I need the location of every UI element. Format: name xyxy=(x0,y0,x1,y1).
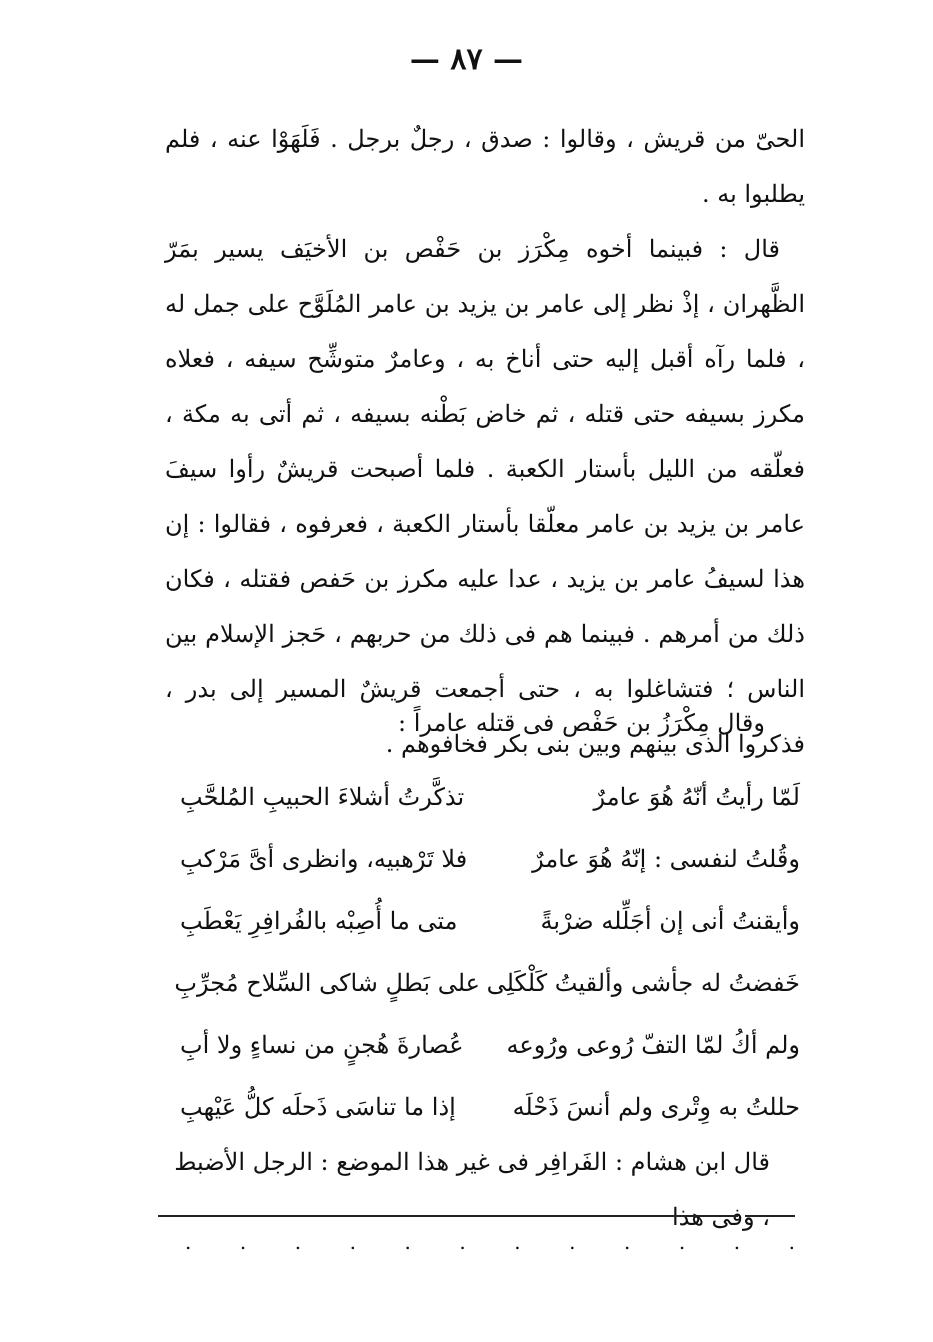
footer-dot: . xyxy=(733,1230,741,1254)
footer-dot: . xyxy=(185,1230,192,1254)
verse-first-hemistich: حللتُ به وِتْرى ولم أنسَ ذَحْلَه xyxy=(512,1093,800,1121)
paragraph-main: قال : فبينما أخوه مِكْرَز بن حَفْص بن الأخيَف يسير بمَرّ الظَّهران ، إذْ نظر إلى عامر بن يزيد بن عامر المُلَوَّح على جمل له ، فلما رآه أقبل إليه حتى أناخ به ، وعامرٌ متوشِّح سيفه ، فعلاه مكرز بسيفه حتى قتله ، ثم خاض بَطْنه بسيفه ، ثم أتى به مكة ، فعلّقه من الليل بأستار الكعبة . فلما أصبحت قريشٌ رأوا سيفَ عامر بن يزيد بن عامر معلّقا بأستار الكعبة ، فعرفوه ، فقالوا : إن هذا لسيفُ عامر بن يزيد ، عدا عليه مكرز بن حَفص فقتله ، فكان ذلك من أمرهم . فبينما هم فى ذلك من حربهم ، حَجز الإسلام بين الناس ؛ فتشاغلوا به ، حتى أجمعت قريشٌ المسير إلى بدر ، فذكروا الذى بينهم وبين بنى بكر فخافوهم . xyxy=(165,235,805,758)
poem-verse xyxy=(180,1014,800,1076)
verse-second-hemistich: متى ما أُصِبْه بالفُرافِرِ يَعْطَبِ xyxy=(180,907,458,935)
verse-first-hemistich: وقُلتُ لنفسى : إنّهُ هُوَ عامرٌ xyxy=(532,845,800,873)
page-number: — ٨٧ — xyxy=(409,42,524,77)
verse-first-hemistich: وأيقنتُ أنى إن أجَلِّله ضرْبةً xyxy=(540,907,800,935)
verse-first-hemistich: لَمّا رأيتُ أنّهُ هُوَ عامرٌ xyxy=(593,783,800,811)
footnote-divider-short xyxy=(745,1215,795,1217)
verse-second-hemistich: إذا ما تناسَى ذَحلَه كلُّ عَيْهبِ xyxy=(180,1093,456,1121)
verse-second-hemistich: فلا تَرْهبيه، وانظرى أىَّ مَرْكبِ xyxy=(180,845,468,873)
footer-dot: . xyxy=(514,1230,521,1254)
poem-verse xyxy=(180,890,800,952)
footer-dot: . xyxy=(349,1230,356,1254)
closing-line: قال ابن هشام : الفَرافِر فى غير هذا الموضع : الرجل الأضبط ، وفى هذا xyxy=(174,1148,770,1231)
poem xyxy=(174,766,800,1138)
paragraph-continuation: الحىّ من قريش ، وقالوا : صدق ، رجلٌ برجل . فَلَهَوْا عنه ، فلم يطلبوا به . xyxy=(165,125,805,208)
footer-dot: . xyxy=(624,1230,631,1254)
footer-dot: . xyxy=(788,1230,795,1254)
verse-second-hemistich: تذكَّرتُ أشلاءَ الحبيبِ المُلحَّبِ xyxy=(180,783,465,811)
verse-first-hemistich: خَفضتُ له جأشى وألقيتُ كَلْكَلِى xyxy=(486,969,800,997)
verse-second-hemistich: على بَطلٍ شاكى السِّلاح مُجرِّبِ xyxy=(174,969,480,997)
footer-dot: . xyxy=(678,1230,686,1254)
verse-first-hemistich: ولم أكُ لمّا التفّ رُوعى ورُوعه xyxy=(506,1031,800,1059)
body-text xyxy=(165,112,805,772)
footer-dot: . xyxy=(294,1230,302,1254)
poem-intro: وقال مِكْرَزُ بن حَفْص فى قتله عامراً : xyxy=(398,709,765,737)
poem-verse xyxy=(180,828,800,890)
verse-second-hemistich: عُصارةَ هُجنٍ من نساءٍ ولا أبِ xyxy=(180,1031,464,1059)
footer-dot: . xyxy=(569,1230,576,1254)
footer-dots xyxy=(185,1232,795,1252)
poem-verse xyxy=(180,766,800,828)
poem-verse xyxy=(174,952,800,1014)
footnote-divider xyxy=(158,1215,738,1217)
footer-dot: . xyxy=(404,1230,411,1254)
footer-dot: . xyxy=(459,1230,466,1254)
footer-dot: . xyxy=(239,1230,247,1254)
poem-verse xyxy=(180,1076,800,1138)
